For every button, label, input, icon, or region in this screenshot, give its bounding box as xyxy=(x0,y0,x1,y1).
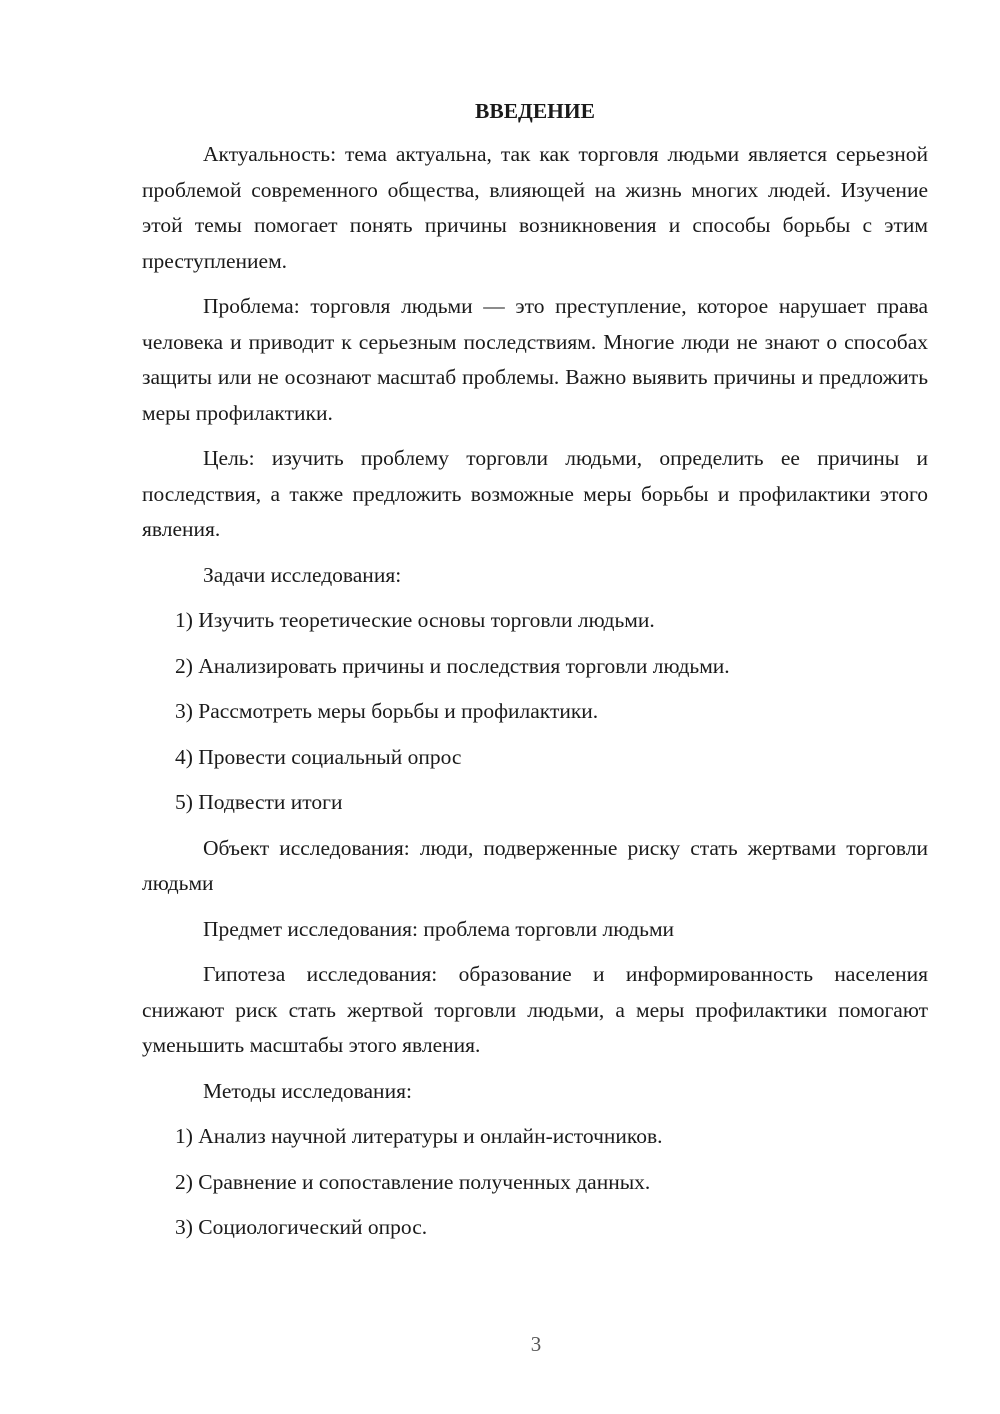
method-item-3: 3) Социологический опрос. xyxy=(175,1215,428,1239)
page-number: 3 xyxy=(530,1332,542,1356)
task-item-2: 2) Анализировать причины и последствия торговли людьми. xyxy=(175,653,730,678)
method-item-1: 1) Анализ научной литературы и онлайн-источников. xyxy=(175,1124,663,1148)
methods-list xyxy=(142,1119,928,1246)
subject-paragraph: Предмет исследования: проблема торговли людьми xyxy=(203,916,675,941)
hypothesis-paragraph: Гипотеза исследования: образование и информированность населения снижают риск стать жертвой торговли людьми, а меры профилактики помогают уменьшить масштабы этого явления. xyxy=(142,962,928,1057)
tasks-heading: Задачи исследования: xyxy=(203,562,402,587)
problem-paragraph: Проблема: торговля людьми — это преступление, которое нарушает права человека и приводит к серьезным последствиям. Многие люди не знают о способах защиты или не осознают масштаб проблемы. Важно выявить причины и предложить меры профилактики. xyxy=(142,294,928,425)
section-title: ВВЕДЕНИЕ xyxy=(475,99,595,123)
methods-heading: Методы исследования: xyxy=(203,1078,412,1103)
goal-paragraph: Цель: изучить проблему торговли людьми, определить ее причины и последствия, а также предложить возможные меры борьбы и профилактики этого явления. xyxy=(142,446,928,541)
task-item-3: 3) Рассмотреть меры борьбы и профилактики. xyxy=(175,699,599,723)
task-item-1: 1) Изучить теоретические основы торговли людьми. xyxy=(175,608,655,632)
method-item-2: 2) Сравнение и сопоставление полученных данных. xyxy=(175,1169,651,1194)
tasks-list xyxy=(142,603,928,821)
task-item-5: 5) Подвести итоги xyxy=(175,790,343,814)
document-page xyxy=(142,95,928,1256)
relevance-paragraph: Актуальность: тема актуальна, так как торговля людьми является серьезной проблемой современного общества, влияющей на жизнь многих людей. Изучение этой темы помогает понять причины возникновения и способы борьбы с этим преступлением. xyxy=(142,142,928,273)
object-paragraph: Объект исследования: люди, подверженные риску стать жертвами торговли людьми xyxy=(142,835,928,895)
task-item-4: 4) Провести социальный опрос xyxy=(175,744,462,769)
